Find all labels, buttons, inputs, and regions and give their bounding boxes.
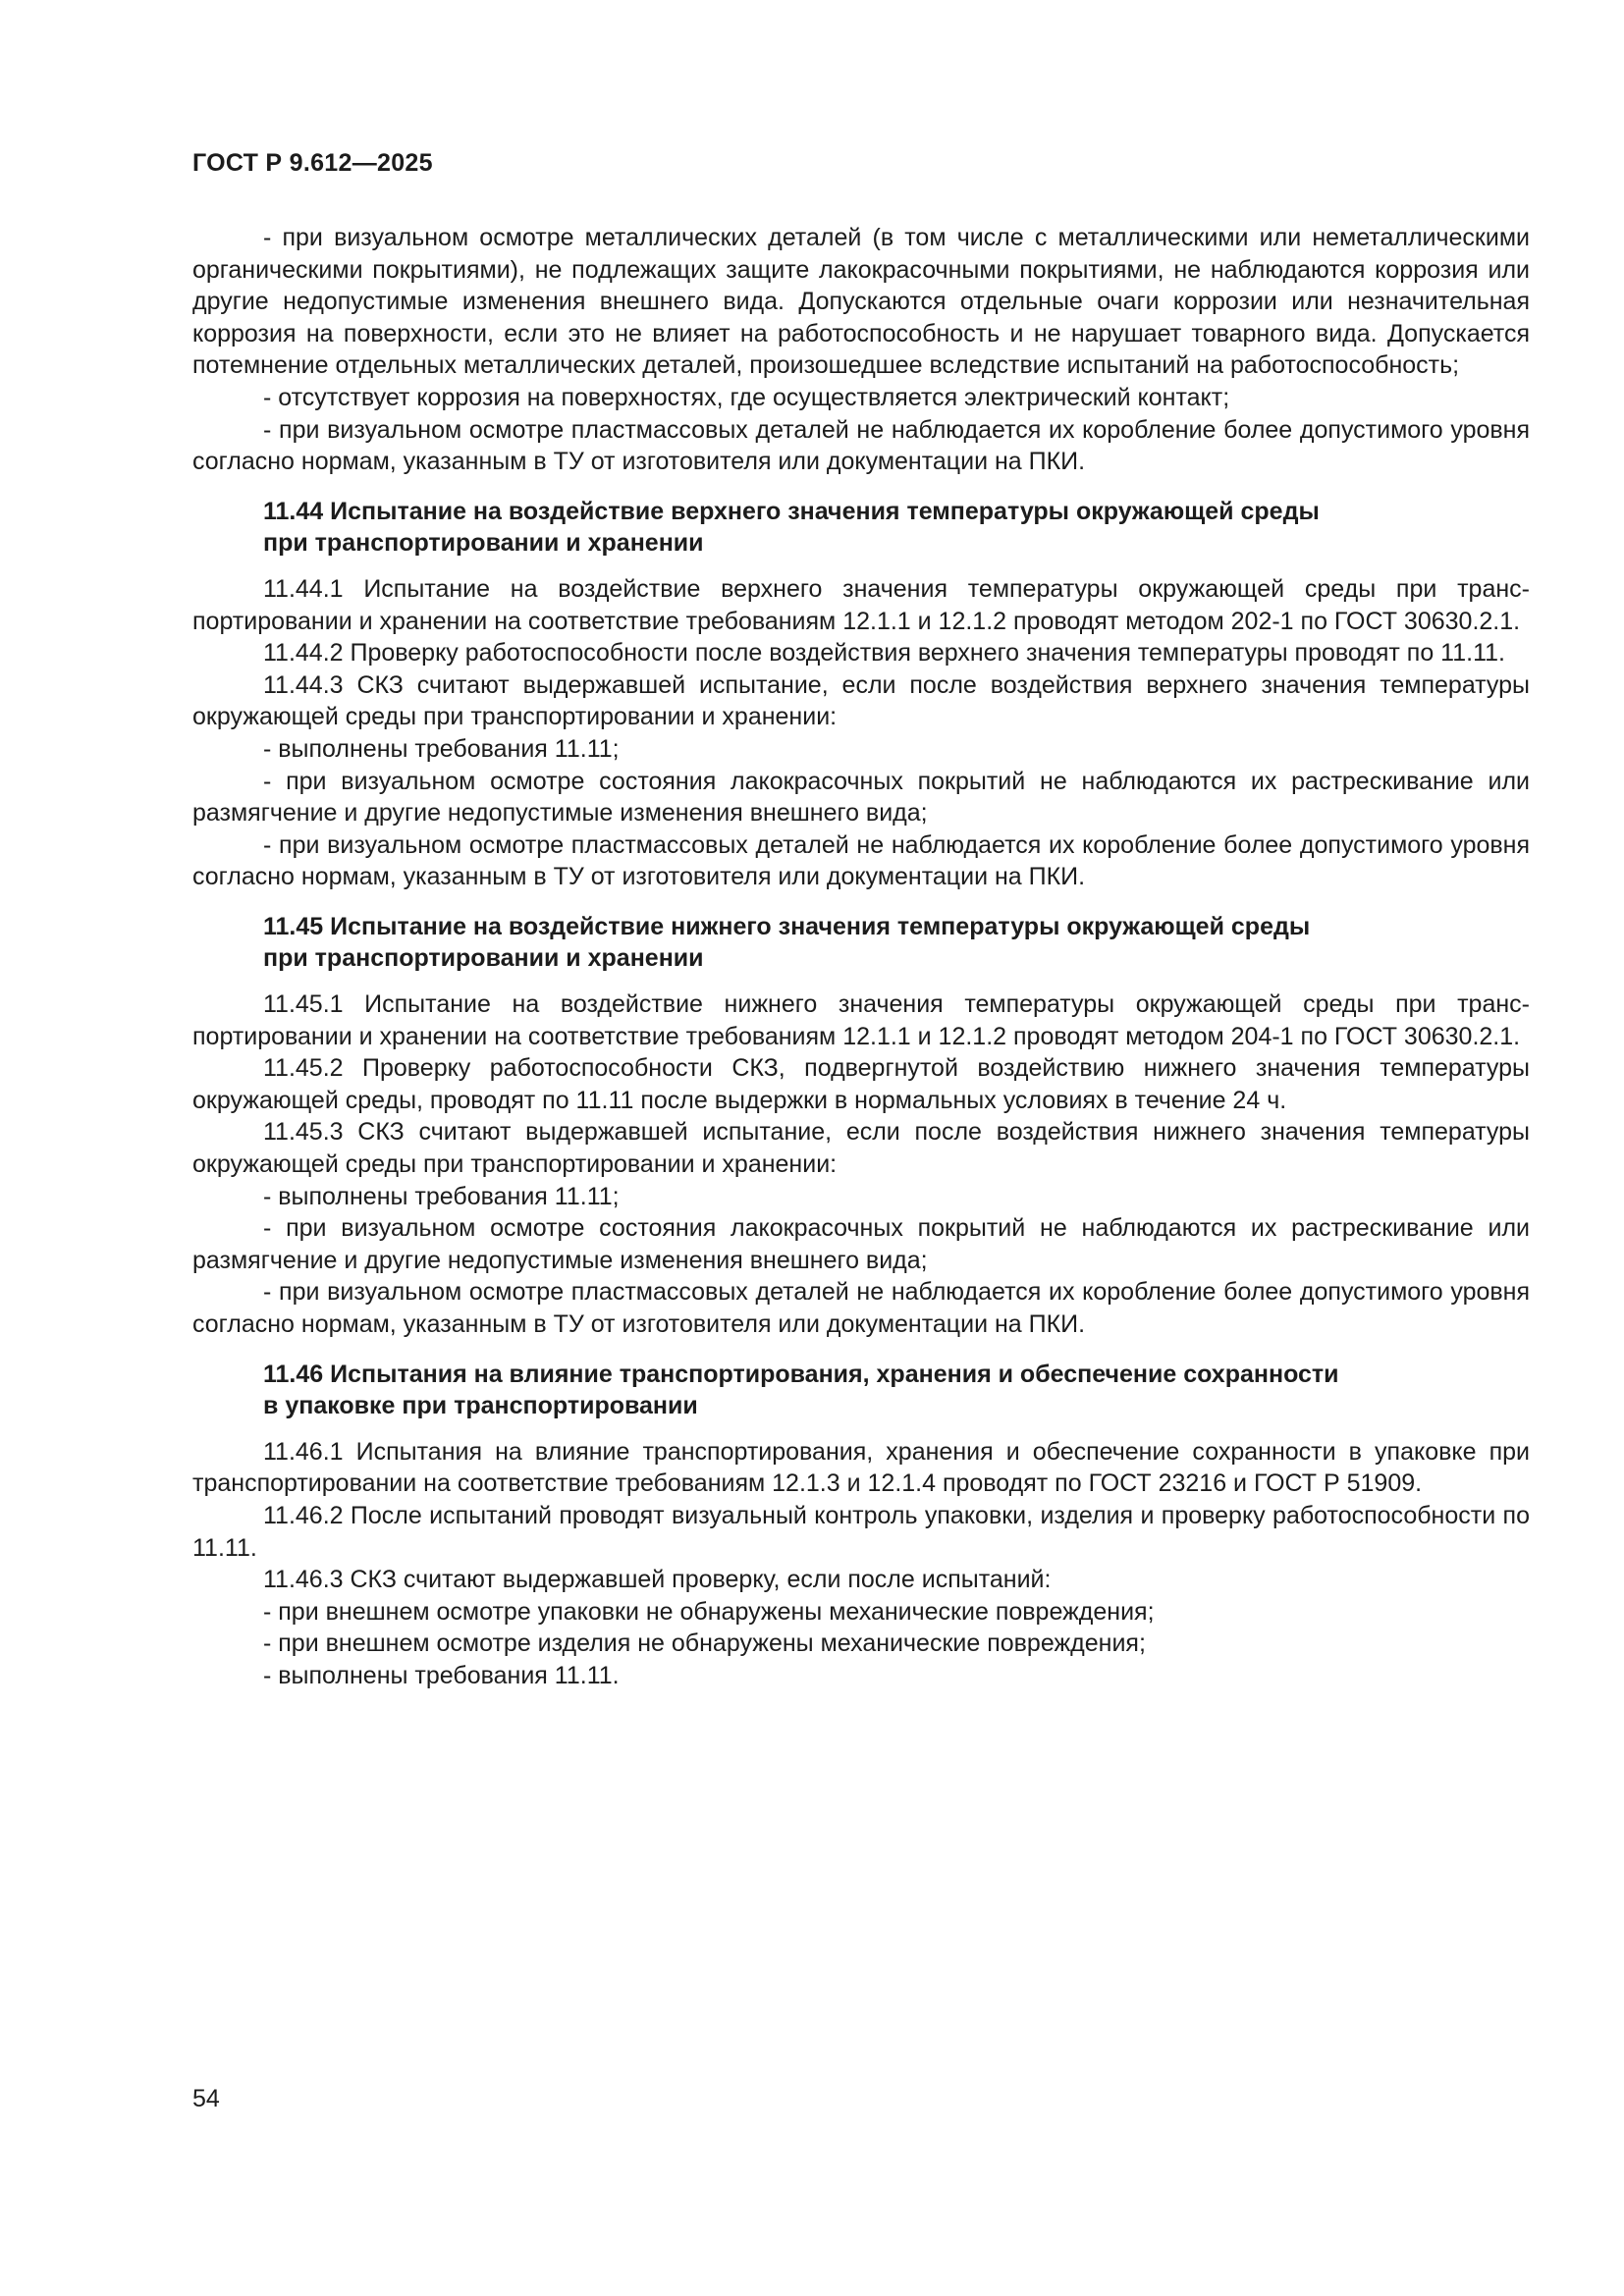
paragraph: 11.45.2 Проверку работоспособности СКЗ, подвергнутой воздействию нижнего значения температуры окружающей среды, проводят по 11.11 после выдержки в нормальных условиях в течение 24 ч.: [192, 1054, 1530, 1114]
paragraph: 11.44.2 Проверку работоспособности после воздействия верхнего значения температуры проводят по 11.11.: [263, 639, 1505, 667]
paragraph: 11.45.3 СКЗ считают выдержавшей испытание, если после воздействия нижнего значения температуры окружающей среды при транспортировании и хранении:: [192, 1118, 1530, 1179]
section-heading-line: в упаковке при транспортировании: [263, 1392, 698, 1420]
paragraph: 11.46.3 СКЗ считают выдержавшей проверку, если после испытаний:: [263, 1566, 1052, 1594]
list-item: - выполнены требования 11.11.: [263, 1661, 620, 1689]
section-11-45: [192, 911, 1530, 1341]
list-item: - при визуальном осмотре пластмассовых деталей не наблюдается их коробление более допустимого уровня согласно нормам, указанным в ТУ от изготовителя или документации на ПКИ.: [192, 415, 1530, 476]
list-item: - при визуальном осмотре пластмассовых деталей не наблюдается их коробление более допустимого уровня согласно нормам, указанным в ТУ от изготовителя или документации на ПКИ.: [192, 830, 1530, 891]
paragraph: 11.45.1 Испытание на воздействие нижнего значения температуры окружающей среды при транспортировании и хранении на соответствие требованиям 12.1.1 и 12.1.2 проводят методом 204-1 по ГОСТ 30630.2.1.: [192, 990, 1530, 1050]
section-11-46: [192, 1359, 1530, 1692]
list-item: - при визуальном осмотре металлических деталей (в том числе с металлическими или неметаллическими органическими покрытиями), не подлежащих защите лакокрасочными покрытиями, не наблюдаются коррозия или другие недопустимые изменения внешнего вида. Допускаются отдельные очаги коррозии или незначительная коррозия на поверхности, если это не влияет на работоспособность и не нарушает товарного вида. Допускается потемнение отдельных металлических деталей, произошедшее вследствие испытаний на работоспособность;: [192, 224, 1530, 380]
page-number: 54: [192, 2085, 220, 2112]
section-11-44: [192, 496, 1530, 893]
section-heading-line: 11.45 Испытание на воздействие нижнего значения температуры окружающей среды: [263, 912, 1311, 940]
document-header: ГОСТ Р 9.612—2025: [192, 149, 433, 177]
intro-list: [192, 222, 1530, 478]
section-heading-line: 11.44 Испытание на воздействие верхнего значения температуры окружающей среды: [263, 497, 1320, 525]
paragraph: 11.46.2 После испытаний проводят визуальный контроль упаковки, изделия и проверку работоспособности по 11.11.: [192, 1501, 1530, 1562]
list-item: - при визуальном осмотре пластмассовых деталей не наблюдается их коробление более допустимого уровня согласно нормам, указанным в ТУ от изготовителя или документации на ПКИ.: [192, 1278, 1530, 1338]
section-heading: [192, 496, 1530, 560]
section-heading-line: 11.46 Испытания на влияние транспортирования, хранения и обеспечение сохранности: [263, 1360, 1339, 1388]
list-item: - выполнены требования 11.11;: [263, 734, 620, 763]
paragraph: 11.44.1 Испытание на воздействие верхнего значения температуры окружающей среды при транспортировании и хранении на соответствие требованиям 12.1.1 и 12.1.2 проводят методом 202-1 по ГОСТ 30630.2.1.: [192, 574, 1530, 635]
section-heading-line: при транспортировании и хранении: [263, 529, 704, 558]
list-item: - выполнены требования 11.11;: [263, 1182, 620, 1210]
list-item: - при внешнем осмотре изделия не обнаружены механические повреждения;: [263, 1629, 1146, 1658]
section-heading: [192, 911, 1530, 975]
document-body: [192, 222, 1530, 1692]
paragraph: 11.46.1 Испытания на влияние транспортирования, хранения и обеспечение сохранности в упаковке при транспортировании на соответствие требованиям 12.1.3 и 12.1.4 проводят по ГОСТ 23216 и ГОСТ Р 51909.: [192, 1437, 1530, 1498]
list-item: - при внешнем осмотре упаковки не обнаружены механические повреждения;: [263, 1597, 1155, 1626]
list-item: - при визуальном осмотре состояния лакокрасочных покрытий не наблюдаются их растрескивание или размягчение и другие недопустимые изменения внешнего вида;: [192, 1214, 1530, 1274]
paragraph: 11.44.3 СКЗ считают выдержавшей испытание, если после воздействия верхнего значения температуры окружающей среды при транспортировании и хранении:: [192, 670, 1530, 731]
section-heading-line: при транспортировании и хранении: [263, 944, 704, 973]
list-item: - отсутствует коррозия на поверхностях, где осуществляется электрический контакт;: [263, 383, 1230, 411]
list-item: - при визуальном осмотре состояния лакокрасочных покрытий не наблюдаются их растрескивание или размягчение и другие недопустимые изменения внешнего вида;: [192, 767, 1530, 828]
section-heading: [192, 1359, 1530, 1422]
